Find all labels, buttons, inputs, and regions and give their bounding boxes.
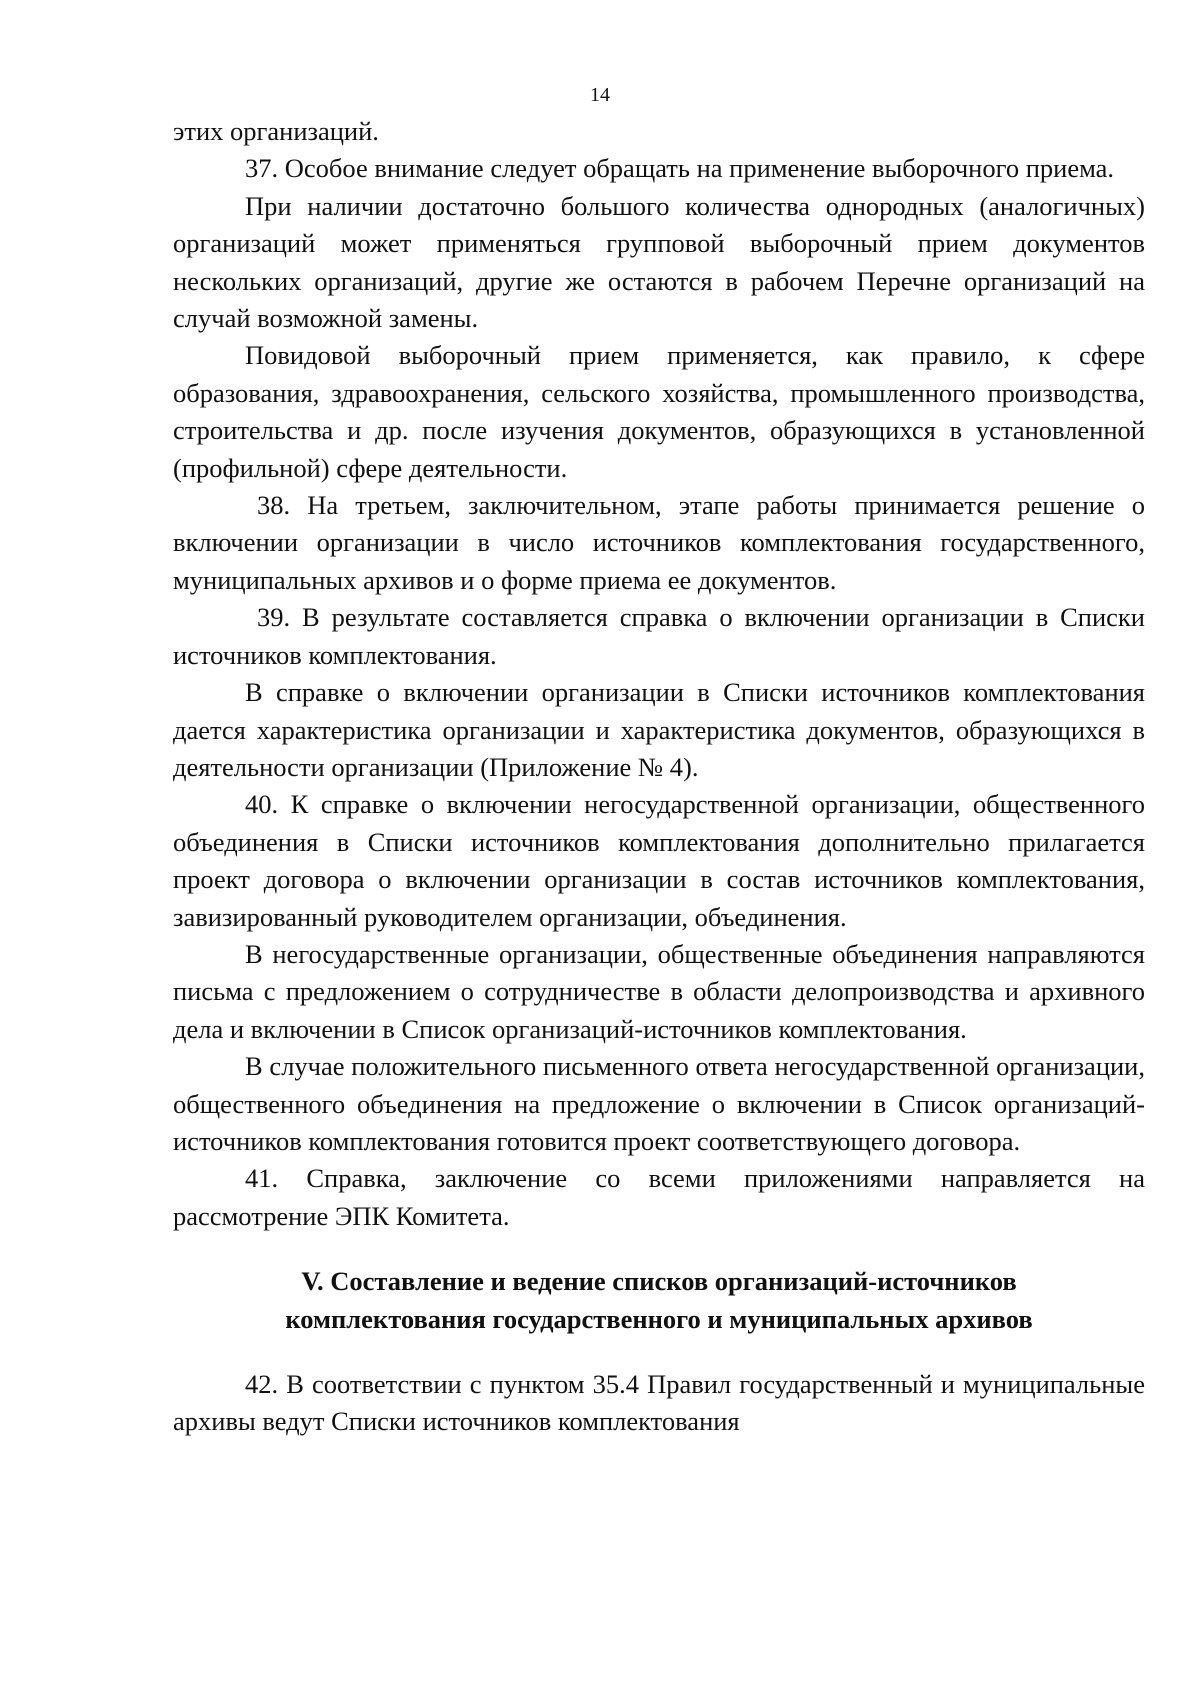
paragraph-type-sampling: Повидовой выборочный прием применяется, как правило, к сфере образования, здравоохранения, сельского хозяйства, промышленного производства, строительства и др. после изучения документов, образующихся в установленной (профильной) сфере деятельности. [173, 340, 1145, 483]
paragraph-letters: В негосударственные организации, общественные объединения направляются письма с предложением о сотрудничестве в области делопроизводства и архивного дела и включении в Список организаций-источников комплектования. [173, 938, 1145, 1044]
paragraph-positive-answer: В случае положительного письменного ответа негосударственной организации, общественного объединения на предложение о включении в Список организаций-источников комплектования готовится проект соответствующего договора. [173, 1051, 1145, 1156]
paragraph-continuation: этих организаций. [173, 116, 379, 146]
paragraph-item-39: 39. В результате составляется справка о включении организации в Списки источников комплектования. [173, 602, 1145, 670]
paragraph-reference-content: В справке о включении организации в Списки источников комплектования дается характеристика организации и характеристика документов, образующихся в деятельности организации (Приложение № 4). [173, 677, 1145, 782]
section-heading-line-1: V. Составление и ведение списков организаций-источников [301, 1266, 1017, 1297]
document-body [173, 113, 1145, 1441]
section-heading-line-2: комплектования государственного и муниципальных архивов [285, 1303, 1033, 1334]
paragraph-group-sampling: При наличии достаточно большого количества однородных (аналогичных) организаций может применяться групповой выборочный прием документов нескольких организаций, другие же остаются в рабочем Перечне организаций на случай возможной замены. [173, 190, 1145, 334]
paragraph-item-37: 37. Особое внимание следует обращать на применение выборочного приема. [245, 153, 1115, 184]
paragraph-item-41: 41. Справка, заключение со всеми приложениями направляется на рассмотрение ЭПК Комитета. [173, 1163, 1145, 1231]
page-number: 14 [590, 84, 610, 106]
paragraph-item-38: 38. На третьем, заключительном, этапе работы принимается решение о включении организации в число источников комплектования государственного, муниципальных архивов и о форме приема ее документов. [173, 490, 1145, 595]
section-heading [173, 1263, 1145, 1338]
paragraph-item-42: 42. В соответствии с пунктом 35.4 Правил государственный и муниципальные архивы ведут Списки источников комплектования [173, 1369, 1145, 1437]
paragraph-item-40: 40. К справке о включении негосударственной организации, общественного объединения в Списки источников комплектования дополнительно прилагается проект договора о включении организации в состав источников комплектования, завизированный руководителем организации, объединения. [173, 789, 1145, 932]
